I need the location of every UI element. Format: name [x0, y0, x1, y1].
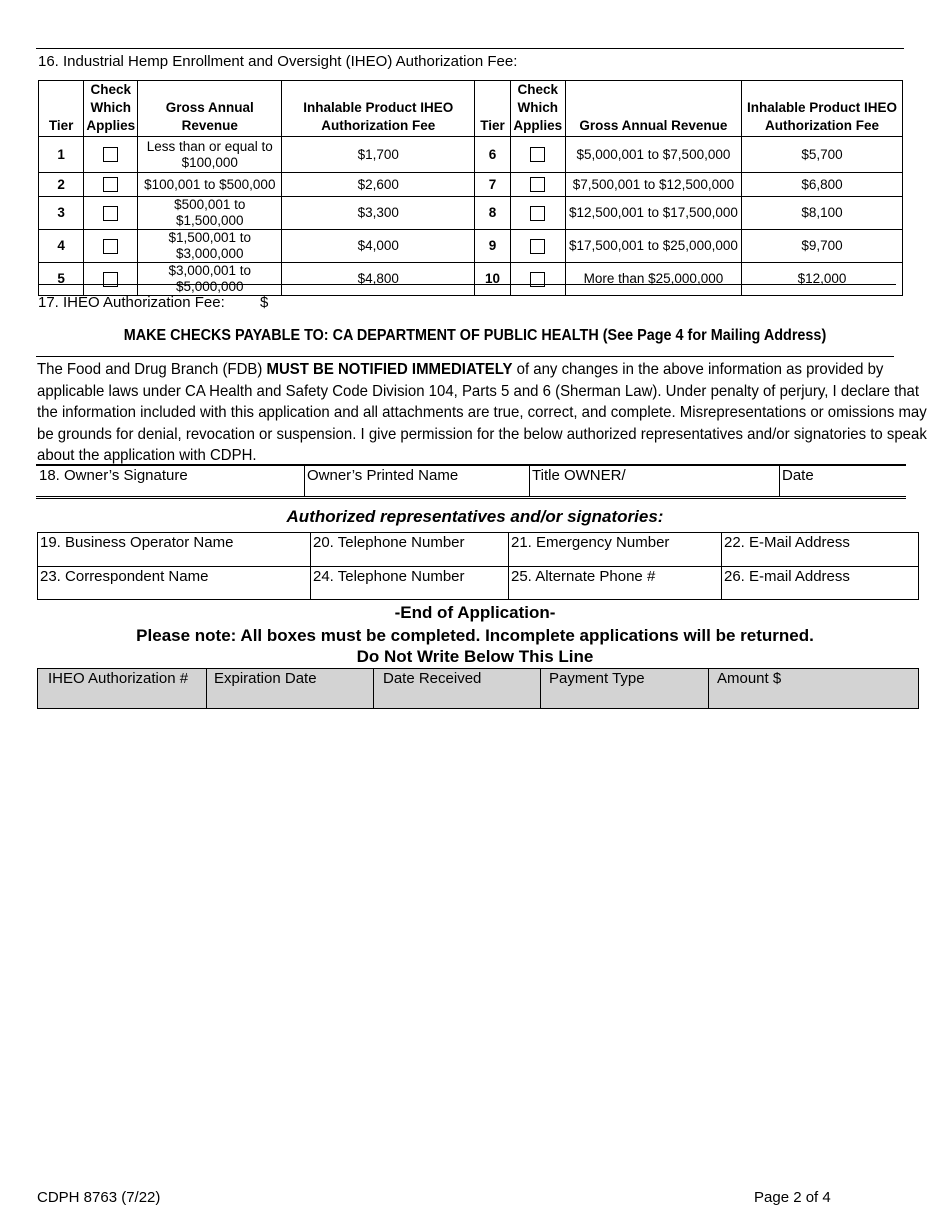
revenue-cell: $17,500,001 to $25,000,000 — [565, 230, 741, 263]
declaration-text — [37, 359, 930, 467]
header-check: Check Which Applies — [510, 81, 565, 137]
do-not-write-notice: Do Not Write Below This Line — [356, 647, 594, 666]
tier-checkbox-cell — [510, 263, 565, 296]
fee-cell: $9,700 — [741, 230, 902, 263]
header-tier: Tier — [39, 81, 84, 137]
fee-cell: $4,800 — [282, 263, 475, 296]
tier-checkbox-cell — [84, 263, 138, 296]
expiration-date-field: Expiration Date — [206, 669, 373, 708]
currency-sign: $ — [260, 294, 269, 311]
section17-label: 17. IHEO Authorization Fee: — [38, 294, 225, 311]
revenue-cell: More than $25,000,000 — [565, 263, 741, 296]
tier-7-checkbox[interactable] — [530, 177, 545, 192]
fee-cell: $3,300 — [282, 197, 475, 230]
owner-signature-field[interactable]: 18. Owner’s Signature — [39, 467, 188, 484]
declaration-intro: The Food and Drug Branch (FDB) — [37, 361, 267, 378]
end-of-application: -End of Application- — [394, 603, 556, 622]
date-field[interactable]: Date — [779, 466, 906, 496]
tier-number: 5 — [39, 263, 84, 296]
revenue-cell: $12,500,001 to $17,500,000 — [565, 197, 741, 230]
revenue-cell: Less than or equal to $100,000 — [138, 137, 282, 173]
revenue-cell: $500,001 to $1,500,000 — [138, 197, 282, 230]
table-row — [39, 230, 903, 263]
table-row — [39, 137, 903, 173]
email-address-field[interactable]: 22. E-Mail Address — [721, 533, 918, 566]
tier-1-checkbox[interactable] — [103, 147, 118, 162]
tier-checkbox-cell — [84, 173, 138, 197]
signature-row — [36, 464, 906, 499]
fee-cell: $6,800 — [741, 173, 902, 197]
fee-cell: $5,700 — [741, 137, 902, 173]
header-fee: Inhalable Product IHEO Authorization Fee — [741, 81, 902, 137]
header-check: Check Which Applies — [84, 81, 138, 137]
tier-checkbox-cell — [510, 230, 565, 263]
tier-9-checkbox[interactable] — [530, 239, 545, 254]
iheo-authorization-number-field: IHEO Authorization # — [48, 670, 189, 687]
tier-checkbox-cell — [510, 197, 565, 230]
declaration-emphasis: MUST BE NOTIFIED IMMEDIATELY — [266, 361, 513, 378]
form-id: CDPH 8763 (7/22) — [37, 1189, 161, 1206]
telephone-number-field[interactable]: 20. Telephone Number — [310, 533, 508, 566]
tier-number: 2 — [39, 173, 84, 197]
tier-checkbox-cell — [510, 173, 565, 197]
declaration-rest: of any changes in the above information as provided by applicable laws under CA Health and Safety Code Division 104, Parts 5 and 6 (Sherman Law). Under penalty of perjury, I declare that the information included with this application and all attachments are true, correct, and complete. Misrepresentations or omissions may be grounds for denial, revocation or suspension. I give permission for the below authorized representatives and/or signatories to speak about the application with CDPH. — [37, 361, 927, 464]
revenue-cell: $5,000,001 to $7,500,000 — [565, 137, 741, 173]
fee-cell: $4,000 — [282, 230, 475, 263]
table-row — [39, 197, 903, 230]
tier-number: 1 — [39, 137, 84, 173]
tier-8-checkbox[interactable] — [530, 206, 545, 221]
header-revenue: Gross Annual Revenue — [138, 81, 282, 137]
fee-table — [38, 80, 903, 296]
incomplete-notice: Please note: All boxes must be completed. Incomplete applications will be returned. — [136, 626, 814, 645]
correspondent-email-field[interactable]: 26. E-mail Address — [721, 567, 918, 599]
correspondent-telephone-field[interactable]: 24. Telephone Number — [310, 567, 508, 599]
tier-checkbox-cell — [84, 197, 138, 230]
revenue-cell: $7,500,001 to $12,500,000 — [565, 173, 741, 197]
revenue-cell: $3,000,001 to $5,000,000 — [138, 263, 282, 296]
fee-cell: $1,700 — [282, 137, 475, 173]
tier-checkbox-cell — [510, 137, 565, 173]
revenue-cell: $1,500,001 to $3,000,000 — [138, 230, 282, 263]
tier-number: 10 — [475, 263, 510, 296]
tier-6-checkbox[interactable] — [530, 147, 545, 162]
iheo-fee-input[interactable] — [275, 292, 475, 312]
office-use-row — [37, 668, 919, 709]
tier-number: 6 — [475, 137, 510, 173]
alternate-phone-field[interactable]: 25. Alternate Phone # — [508, 567, 721, 599]
title-field[interactable]: Title OWNER/ — [529, 466, 779, 496]
tier-checkbox-cell — [84, 137, 138, 173]
tier-number: 8 — [475, 197, 510, 230]
correspondent-name-field[interactable]: 23. Correspondent Name — [40, 568, 209, 585]
revenue-cell: $100,001 to $500,000 — [138, 173, 282, 197]
tier-2-checkbox[interactable] — [103, 177, 118, 192]
header-fee: Inhalable Product IHEO Authorization Fee — [282, 81, 475, 137]
header-revenue: Gross Annual Revenue — [565, 81, 741, 137]
table-row — [39, 173, 903, 197]
section17-rule — [38, 284, 896, 285]
tier-4-checkbox[interactable] — [103, 239, 118, 254]
tier-checkbox-cell — [84, 230, 138, 263]
payment-type-field: Payment Type — [540, 669, 708, 708]
emergency-number-field[interactable]: 21. Emergency Number — [508, 533, 721, 566]
section16-label: 16. Industrial Hemp Enrollment and Oversight (IHEO) Authorization Fee: — [38, 53, 518, 70]
reps-row-1 — [37, 532, 919, 567]
fee-cell: $8,100 — [741, 197, 902, 230]
business-operator-name-field[interactable]: 19. Business Operator Name — [40, 534, 234, 551]
tier-number: 7 — [475, 173, 510, 197]
header-tier: Tier — [475, 81, 510, 137]
top-rule — [36, 48, 904, 49]
checks-payable-notice: MAKE CHECKS PAYABLE TO: CA DEPARTMENT OF PUBLIC HEALTH (See Page 4 for Mailing Address) — [123, 327, 827, 344]
fee-cell: $12,000 — [741, 263, 902, 296]
table-row — [39, 263, 903, 296]
page-number: Page 2 of 4 — [754, 1189, 831, 1206]
tier-number: 3 — [39, 197, 84, 230]
declaration-rule — [36, 356, 894, 357]
fee-cell: $2,600 — [282, 173, 475, 197]
date-received-field: Date Received — [373, 669, 540, 708]
tier-number: 4 — [39, 230, 84, 263]
reps-row-2 — [37, 566, 919, 600]
tier-3-checkbox[interactable] — [103, 206, 118, 221]
tier-number: 9 — [475, 230, 510, 263]
owner-printed-name-field[interactable]: Owner’s Printed Name — [304, 466, 529, 496]
authorized-heading: Authorized representatives and/or signatories: — [286, 507, 664, 526]
amount-field: Amount $ — [708, 669, 920, 708]
